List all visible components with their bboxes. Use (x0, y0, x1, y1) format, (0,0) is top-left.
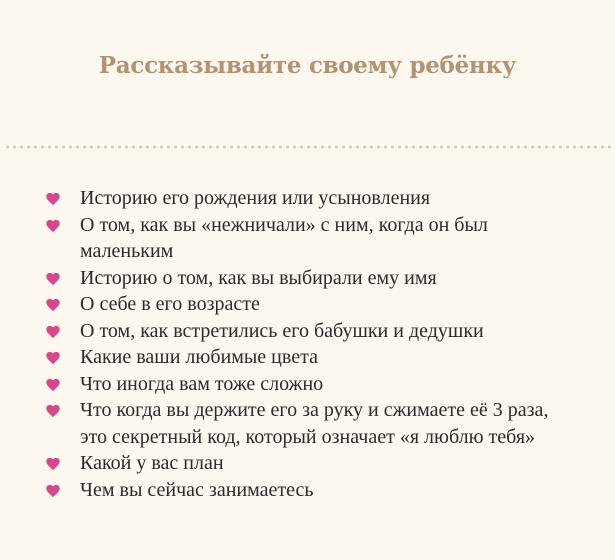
heart-icon (46, 272, 60, 286)
list-item (0, 477, 615, 504)
list-item-text: О себе в его возрасте (80, 293, 260, 315)
tips-list (0, 185, 615, 503)
list-item (0, 291, 615, 318)
list-item-text: Какие ваши любимые цвета (80, 346, 318, 368)
heart-icon (46, 378, 60, 392)
dotted-divider (4, 145, 611, 149)
list-item-text: О том, как встретились его бабушки и дедушки (80, 319, 484, 342)
page-title: Рассказывайте своему ребёнку (98, 52, 517, 79)
list-item (0, 450, 615, 477)
heart-icon (46, 457, 60, 471)
list-item-text: Какой у вас план (80, 452, 224, 474)
list-item (0, 344, 615, 371)
heart-icon (46, 219, 60, 233)
list-item-text: Что иногда вам тоже сложно (80, 372, 324, 395)
list-item-text: Историю о том, как вы выбирали ему имя (80, 266, 437, 289)
list-item (0, 212, 615, 265)
heart-icon (46, 325, 60, 339)
list-item-text: Историю его рождения или усыновления (80, 187, 431, 209)
heart-icon (46, 298, 60, 312)
heart-icon (46, 351, 60, 365)
heart-icon (46, 192, 60, 206)
heart-icon (46, 484, 60, 498)
list-item (0, 318, 615, 345)
list-item-text: Что когда вы держите его за руку и сжимаете её 3 раза, это секретный код, который означает «я люблю тебя» (80, 399, 549, 448)
list-item (0, 185, 615, 212)
list-item-text: О том, как вы «нежничали» с ним, когда он был маленьким (80, 213, 488, 262)
list-item-text: Чем вы сейчас занимаетесь (80, 478, 314, 501)
list-item (0, 265, 615, 292)
list-item (0, 371, 615, 398)
list-item (0, 397, 615, 450)
heart-icon (46, 404, 60, 418)
